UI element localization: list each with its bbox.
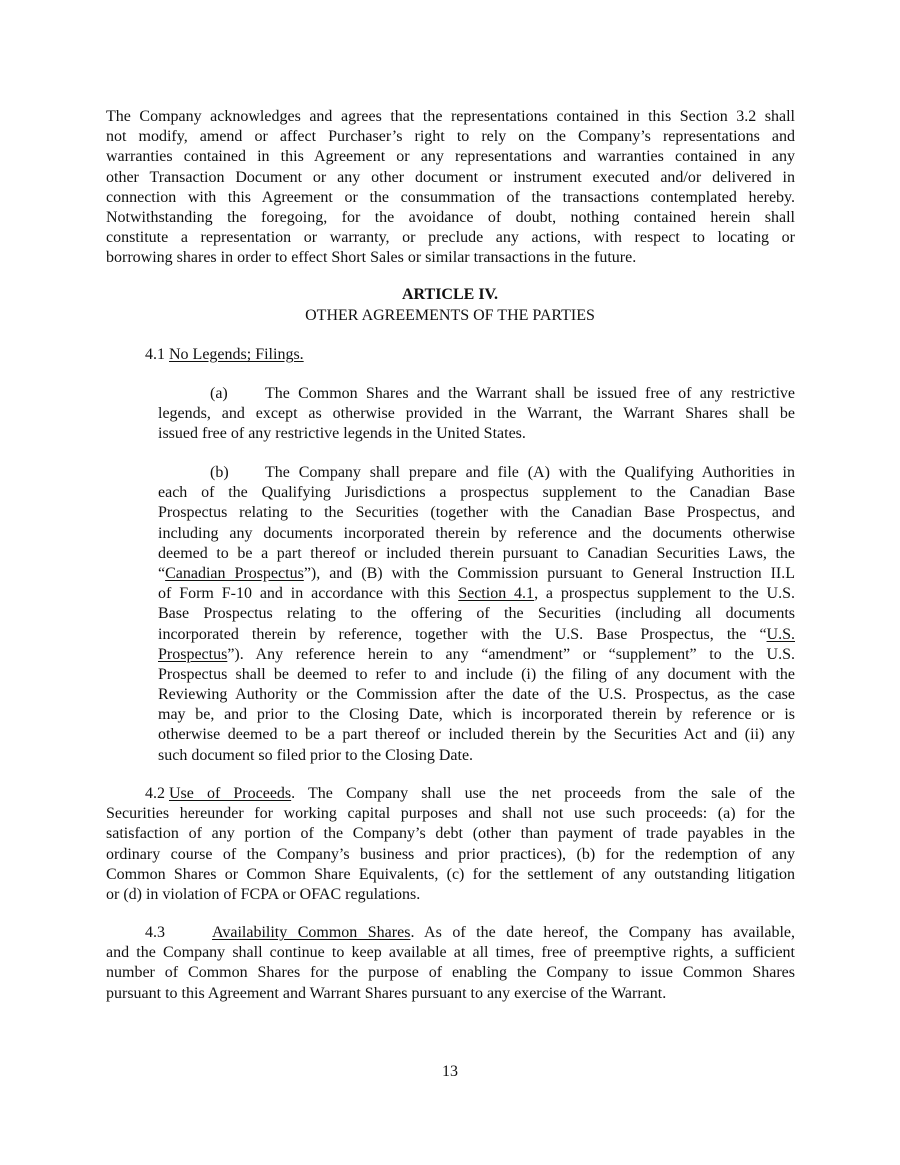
text-segment: Base Prospectus relating to the offering of the Securities (including all documents bbox=[158, 605, 795, 623]
line-text bbox=[158, 584, 795, 604]
text-line bbox=[106, 865, 795, 885]
line-text bbox=[158, 685, 795, 705]
section-number: (b) bbox=[210, 464, 229, 481]
text-segment: ”). Any reference herein to any “amendment” or “supplement” to the U.S. bbox=[227, 645, 795, 663]
text-segment: Notwithstanding the foregoing, for the avoidance of doubt, nothing contained herein shall bbox=[106, 208, 795, 226]
text-segment: The Common Shares and the Warrant shall be issued free of any restrictive bbox=[265, 385, 795, 402]
line-text bbox=[158, 725, 795, 745]
line-text bbox=[169, 784, 795, 804]
section-4-3 bbox=[106, 923, 795, 1004]
text-segment: . The Company shall use the net proceeds from the sale of the bbox=[291, 785, 795, 802]
text-segment: issued free of any restrictive legends in the United States. bbox=[158, 425, 526, 443]
line-text bbox=[158, 564, 795, 584]
text-segment: Common Shares or Common Share Equivalents, (c) for the settlement of any outstanding litigation bbox=[106, 865, 795, 883]
line-text bbox=[265, 384, 795, 404]
defined-term: Use of Proceeds bbox=[169, 785, 292, 802]
line-text bbox=[158, 483, 795, 503]
text-line bbox=[158, 524, 795, 544]
section-4-1-a bbox=[158, 384, 795, 445]
section-4-2 bbox=[106, 784, 795, 905]
line-text bbox=[106, 824, 795, 844]
text-line bbox=[158, 564, 795, 584]
text-segment: connection with this Agreement or the consummation of the transactions contemplated hereby. bbox=[106, 188, 795, 206]
section-number: 4.1 bbox=[145, 346, 169, 363]
text-line bbox=[158, 746, 795, 766]
text-line bbox=[158, 404, 795, 424]
line-text bbox=[158, 544, 795, 564]
line-text bbox=[169, 345, 445, 365]
text-line bbox=[106, 248, 795, 268]
text-segment: warranties contained in this Agreement or any representations and warranties contained in any bbox=[106, 148, 795, 166]
section-4-1-b bbox=[158, 463, 795, 766]
text-line bbox=[106, 885, 795, 905]
text-segment: incorporated therein by reference, together with the U.S. Base Prospectus, the “ bbox=[158, 625, 767, 643]
text-segment: constitute a representation or warranty, or preclude any actions, with respect to locating or bbox=[106, 229, 795, 247]
text-line bbox=[106, 228, 795, 248]
text-segment: may be, and prior to the Closing Date, which is incorporated therein by reference or is bbox=[158, 706, 795, 724]
line-text bbox=[106, 248, 795, 268]
text-segment: pursuant to this Agreement and Warrant Shares pursuant to any exercise of the Warrant. bbox=[106, 984, 667, 1002]
text-segment: and the Company shall continue to keep available at all times, free of preemptive rights, a sufficient bbox=[106, 944, 795, 962]
text-segment: including any documents incorporated therein by reference and the documents otherwise bbox=[158, 524, 795, 542]
line-text bbox=[158, 424, 795, 444]
line-text bbox=[106, 127, 795, 147]
text-segment: satisfaction of any portion of the Company’s debt (other than payment of trade payables in the bbox=[106, 825, 795, 843]
text-segment: borrowing shares in order to effect Short Sales or similar transactions in the future. bbox=[106, 249, 637, 267]
text-segment: deemed to be a part thereof or included therein pursuant to Canadian Securities Laws, the bbox=[158, 544, 795, 562]
text-segment: . As of the date hereof, the Company has available, bbox=[410, 924, 795, 941]
text-segment: legends, and except as otherwise provided in the Warrant, the Warrant Shares shall be bbox=[158, 405, 795, 423]
line-text bbox=[106, 963, 795, 983]
text-line bbox=[158, 685, 795, 705]
line-text bbox=[106, 208, 795, 228]
line-text bbox=[106, 865, 795, 885]
line-text bbox=[106, 228, 795, 248]
text-segment: ”), and (B) with the Commission pursuant to General Instruction II.L bbox=[303, 564, 795, 582]
text-line bbox=[158, 625, 795, 645]
line-text bbox=[158, 604, 795, 624]
text-line bbox=[158, 725, 795, 745]
text-segment: otherwise deemed to be a part thereof or included therein by the Securities Act and (ii) any bbox=[158, 726, 795, 744]
text-line bbox=[106, 943, 795, 963]
text-segment: of Form F-10 and in accordance with this bbox=[158, 585, 459, 603]
text-line bbox=[106, 127, 795, 147]
text-line bbox=[158, 483, 795, 503]
text-line bbox=[106, 188, 795, 208]
line-text bbox=[106, 845, 795, 865]
line-text bbox=[158, 524, 795, 544]
text-segment: number of Common Shares for the purpose of enabling the Company to issue Common Shares bbox=[106, 964, 795, 982]
text-segment: not modify, amend or affect Purchaser’s right to rely on the Company’s representations and bbox=[106, 128, 795, 146]
line-text bbox=[158, 746, 795, 766]
text-line bbox=[106, 984, 795, 1004]
line-text bbox=[106, 984, 795, 1004]
line-text bbox=[212, 923, 795, 943]
text-segment: “ bbox=[158, 564, 166, 582]
line-text bbox=[158, 503, 795, 523]
section-number: 4.3 bbox=[145, 924, 165, 941]
line-text bbox=[106, 107, 795, 127]
defined-term: Availability Common Shares bbox=[212, 924, 411, 941]
article-subtitle: OTHER AGREEMENTS OF THE PARTIES bbox=[305, 307, 595, 324]
defined-term: U.S. bbox=[766, 625, 795, 643]
section-number: 4.2 bbox=[145, 785, 169, 802]
paragraph-3-2-acknowledgement bbox=[106, 107, 795, 269]
text-segment: Prospectus shall be deemed to refer to and include (i) the filing of any document with the bbox=[158, 665, 795, 683]
line-text bbox=[106, 804, 795, 824]
defined-term: Prospectus bbox=[158, 645, 228, 663]
line-text bbox=[106, 168, 795, 188]
section-number: (a) bbox=[210, 385, 228, 402]
text-line bbox=[106, 147, 795, 167]
line-text bbox=[158, 665, 795, 685]
page-number: 13 bbox=[442, 1063, 458, 1080]
text-segment: Securities hereunder for working capital purposes and shall not use such proceeds: (a) for the bbox=[106, 805, 795, 823]
defined-term: Section 4.1 bbox=[458, 585, 535, 603]
line-text bbox=[158, 705, 795, 725]
text-line bbox=[106, 107, 795, 127]
text-line bbox=[106, 923, 795, 943]
text-line bbox=[158, 544, 795, 564]
line-text bbox=[158, 404, 795, 424]
text-segment: or (d) in violation of FCPA or OFAC regulations. bbox=[106, 885, 421, 903]
text-line bbox=[106, 963, 795, 983]
text-line bbox=[106, 168, 795, 188]
text-line bbox=[106, 208, 795, 228]
text-segment: The Company acknowledges and agrees that the representations contained in this Section 3.2 shall bbox=[106, 108, 795, 125]
text-line bbox=[158, 665, 795, 685]
text-line bbox=[106, 784, 795, 804]
text-segment: other Transaction Document or any other document or instrument executed and/or delivered in bbox=[106, 168, 795, 186]
text-line bbox=[106, 845, 795, 865]
text-line bbox=[158, 463, 795, 483]
text-segment: such document so filed prior to the Closing Date. bbox=[158, 746, 474, 764]
text-segment: ordinary course of the Company’s business and prior practices), (b) for the redemption of any bbox=[106, 845, 795, 863]
section-4-1-heading bbox=[145, 345, 445, 365]
text-line bbox=[106, 804, 795, 824]
text-line bbox=[145, 345, 445, 365]
text-line bbox=[158, 584, 795, 604]
text-line bbox=[158, 503, 795, 523]
line-text bbox=[106, 147, 795, 167]
text-line bbox=[106, 824, 795, 844]
text-line bbox=[158, 705, 795, 725]
text-line bbox=[158, 424, 795, 444]
line-text bbox=[265, 463, 795, 483]
text-segment: , a prospectus supplement to the U.S. bbox=[534, 585, 795, 603]
line-text bbox=[106, 943, 795, 963]
text-segment: The Company shall prepare and file (A) with the Qualifying Authorities in bbox=[265, 464, 795, 481]
text-line bbox=[158, 645, 795, 665]
text-segment: each of the Qualifying Jurisdictions a prospectus supplement to the Canadian Base bbox=[158, 484, 795, 502]
article-title: ARTICLE IV. bbox=[401, 286, 499, 303]
text-segment: Reviewing Authority or the Commission after the date of the U.S. Prospectus, as the case bbox=[158, 686, 795, 704]
text-segment: Prospectus relating to the Securities (together with the Canadian Base Prospectus, and bbox=[158, 504, 795, 522]
text-line bbox=[158, 604, 795, 624]
line-text bbox=[106, 885, 795, 905]
defined-term: Canadian Prospectus bbox=[165, 564, 304, 582]
line-text bbox=[158, 625, 795, 645]
line-text bbox=[158, 645, 795, 665]
line-text bbox=[106, 188, 795, 208]
defined-term: No Legends; Filings. bbox=[169, 346, 304, 363]
text-line bbox=[158, 384, 795, 404]
